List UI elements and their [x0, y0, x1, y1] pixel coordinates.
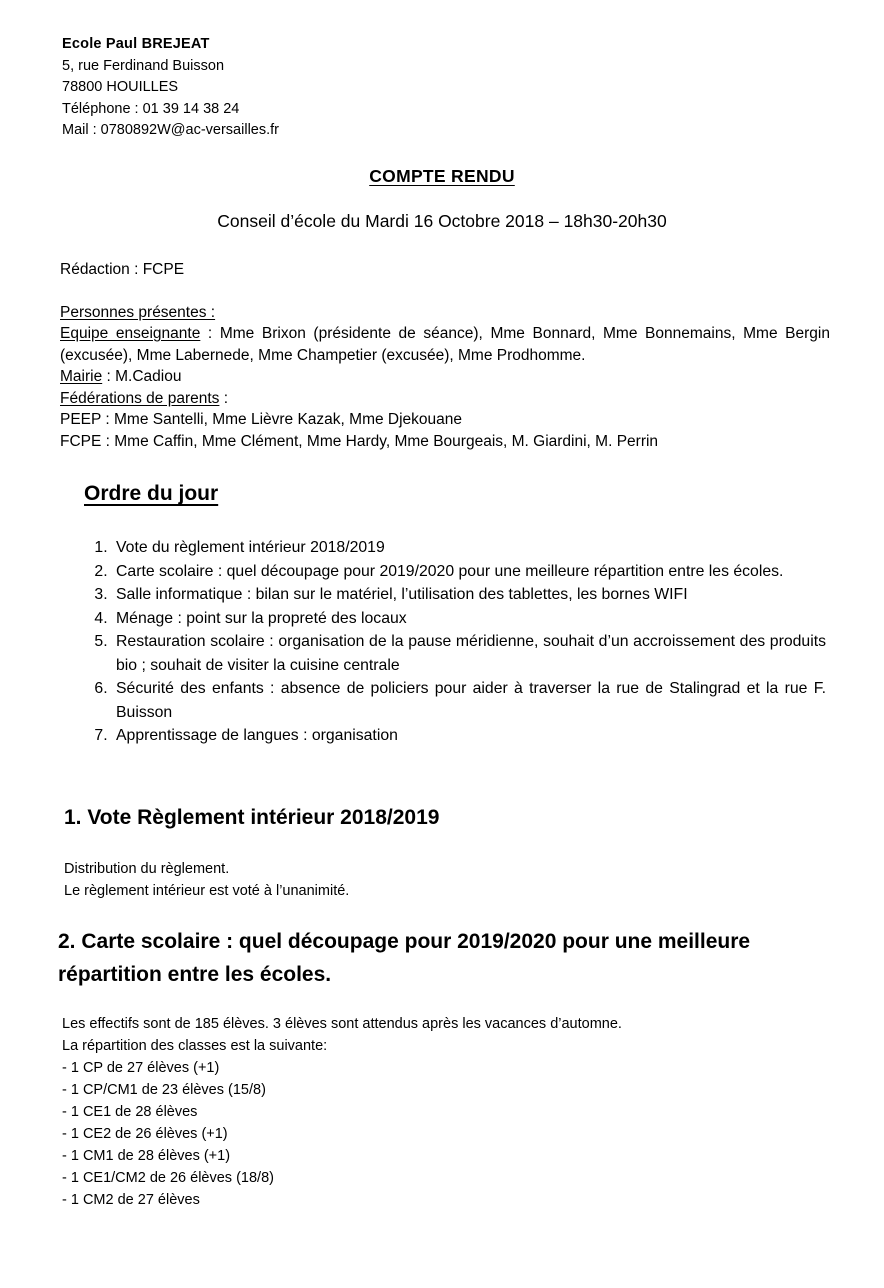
agenda-heading-text: Ordre du jour [84, 482, 219, 505]
class-entry: - 1 CE1/CM2 de 26 élèves (18/8) [62, 1170, 274, 1186]
mairie-value: : M.Cadiou [102, 368, 182, 385]
class-entry: - 1 CP/CM1 de 23 élèves (15/8) [62, 1082, 266, 1098]
school-mail: Mail : 0780892W@ac-versailles.fr [62, 122, 279, 138]
present-label-text: Personnes présentes : [60, 303, 216, 321]
agenda-heading [84, 482, 218, 506]
mairie-line [60, 366, 830, 388]
school-phone: Téléphone : 01 39 14 38 24 [62, 100, 240, 117]
attendance-block [60, 259, 830, 452]
class-entry: - 1 CE2 de 26 élèves (+1) [62, 1126, 228, 1142]
mairie-label: Mairie [60, 368, 103, 385]
list-item: 4. Ménage : point sur la propreté des locaux [112, 607, 826, 631]
list-item: 1. Vote du règlement intérieur 2018/2019 [112, 536, 826, 560]
agenda-ordered-list [0, 536, 884, 748]
class-entry: - 1 CE1 de 28 élèves [62, 1104, 198, 1120]
school-postal-city: 78800 HOUILLES [62, 79, 179, 95]
page-title [0, 166, 884, 187]
fcpe-line: FCPE : Mme Caffin, Mme Clément, Mme Hardy, Mme Bourgeais, M. Giardini, M. Perrin [60, 432, 659, 450]
section-2-intro-2: La répartition des classes est la suivante: [62, 1038, 328, 1054]
list-item: 3. Salle informatique : bilan sur le matériel, l’utilisation des tablettes, les bornes WIFI [112, 583, 826, 607]
section-2-heading: 2. Carte scolaire : quel découpage pour 2019/2020 pour une meilleure répartition entre les écoles. [58, 930, 751, 986]
section-2-body [62, 1013, 822, 1211]
teaching-staff-line [60, 323, 830, 366]
class-entry: - 1 CM2 de 27 élèves [62, 1192, 200, 1208]
agenda-list [0, 536, 884, 748]
list-item: 7. Apprentissage de langues : organisation [112, 724, 826, 748]
spacer [60, 281, 830, 302]
federations-line [60, 388, 830, 410]
section-1-body [64, 858, 349, 902]
redaction-line: Rédaction : FCPE [60, 261, 185, 278]
section-2-intro-1: Les effectifs sont de 185 élèves. 3 élèves sont attendus après les vacances d’automne. [62, 1016, 622, 1032]
letterhead [62, 34, 279, 142]
list-item: 2. Carte scolaire : quel découpage pour 2019/2020 pour une meilleure répartition entre les écoles. [112, 560, 826, 584]
page-subtitle: Conseil d’école du Mardi 16 Octobre 2018 – 18h30-20h30 [217, 211, 667, 231]
peep-line: PEEP : Mme Santelli, Mme Lièvre Kazak, Mme Djekouane [60, 411, 463, 428]
school-name: Ecole Paul BREJEAT [62, 36, 210, 52]
federations-suffix: : [219, 389, 229, 407]
teaching-staff-label: Equipe enseignante [60, 325, 201, 342]
class-entry: - 1 CP de 27 élèves (+1) [62, 1060, 220, 1076]
teaching-staff-value: : Mme Brixon (présidente de séance), Mme Bonnard, Mme Bonnemains, Mme Bergin (excusée), Mme Labernede, Mme Champetier (excusée), Mme Prodhomme. [60, 325, 830, 364]
list-item: 5. Restauration scolaire : organisation de la pause méridienne, souhait d’un accroissement des produits bio ; souhait de visiter la cuisine centrale [112, 630, 826, 677]
list-item: 6. Sécurité des enfants : absence de policiers pour aider à traverser la rue de Stalingrad et la rue F. Buisson [112, 677, 826, 724]
class-entry: - 1 CM1 de 28 élèves (+1) [62, 1148, 231, 1164]
section-1-line-2: Le règlement intérieur est voté à l’unanimité. [64, 883, 350, 899]
school-street: 5, rue Ferdinand Buisson [62, 57, 225, 74]
section-1-line-1: Distribution du règlement. [64, 861, 230, 877]
section-1-heading: 1. Vote Règlement intérieur 2018/2019 [64, 806, 440, 829]
present-label [60, 302, 830, 324]
page-title-text: COMPTE RENDU [369, 166, 515, 186]
federations-label: Fédérations de parents [60, 389, 220, 407]
